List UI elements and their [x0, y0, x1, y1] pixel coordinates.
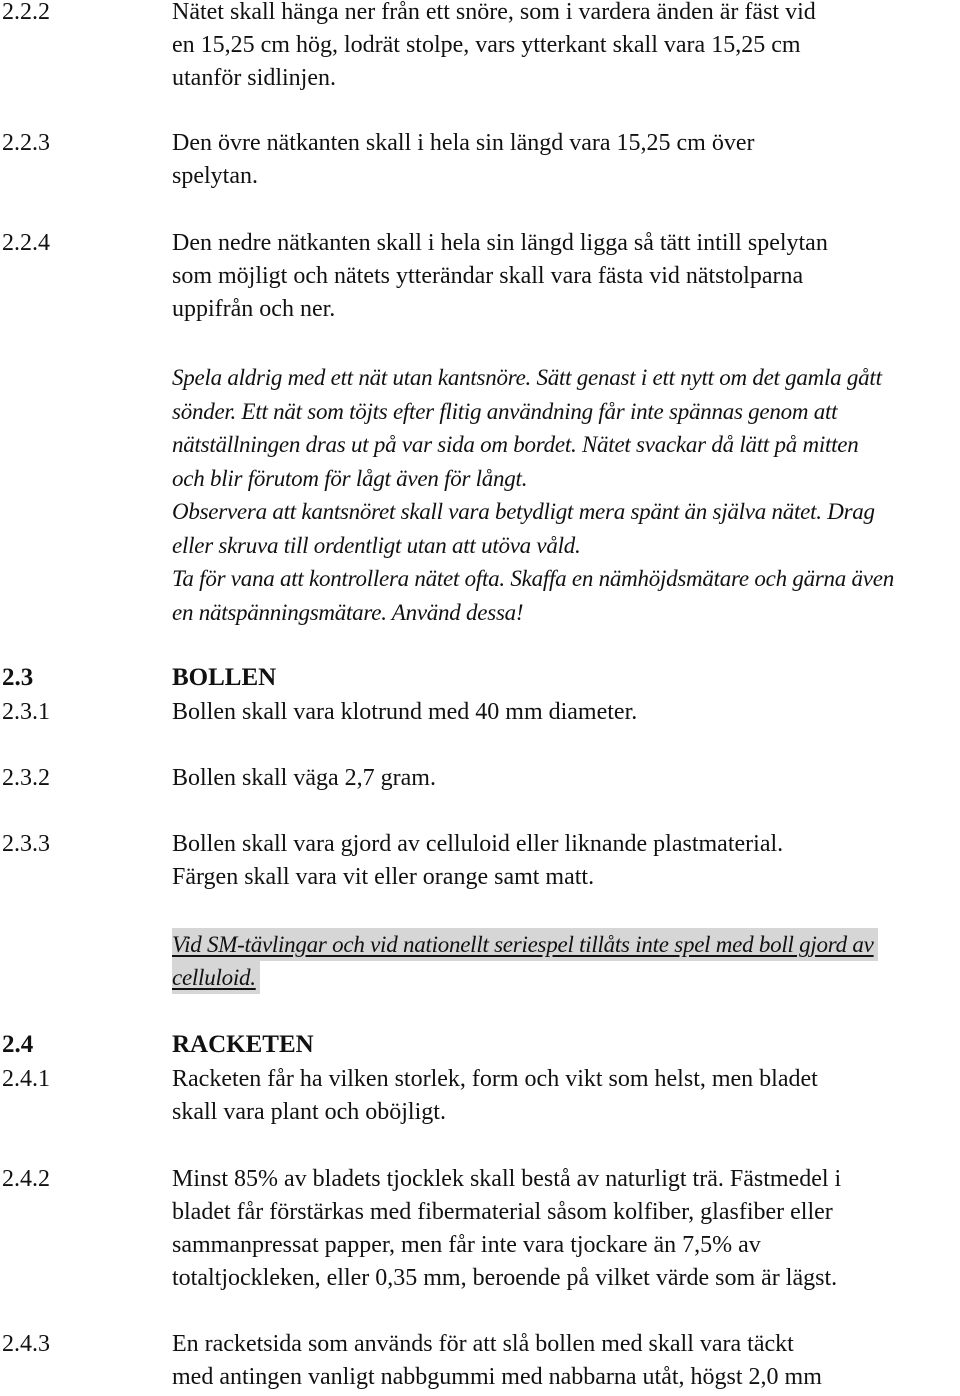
- section-text: [172, 1163, 960, 1295]
- highlighted-line: Vid SM-tävlingar och vid nationellt seriespel tillåts inte spel med boll gjord av: [172, 928, 878, 961]
- text-line: skall vara plant och oböjligt.: [172, 1099, 446, 1125]
- section-number: 2.4.2: [2, 1166, 50, 1192]
- text-line: Bollen skall väga 2,7 gram.: [172, 765, 436, 791]
- text-line: sammanpressat papper, men får inte vara tjockare än 7,5% av: [172, 1232, 761, 1258]
- text-line: Bollen skall vara klotrund med 40 mm diameter.: [172, 699, 638, 725]
- section-text: [172, 227, 960, 326]
- text-line: Bollen skall vara gjord av celluloid eller liknande plastmaterial.: [172, 831, 784, 857]
- highlighted-line: celluloid.: [172, 961, 260, 994]
- section-text: [172, 1328, 960, 1394]
- section-number: 2.2.3: [2, 130, 50, 156]
- text-line: Nätet skall hänga ner från ett snöre, som i vardera änden är fäst vid: [172, 0, 816, 25]
- note-line: Spela aldrig med ett nät utan kantsnöre. Sätt genast i ett nytt om det gamla gått: [172, 365, 882, 390]
- text-line: bladet får förstärkas med fibermaterial såsom kolfiber, glasfiber eller: [172, 1199, 833, 1225]
- note-line: nätställningen dras ut på var sida om bordet. Nätet svackar då lätt på mitten: [172, 432, 859, 457]
- ball-note-highlighted: [172, 928, 878, 994]
- text-line: Minst 85% av bladets tjocklek skall bestå av naturligt trä. Fästmedel i: [172, 1166, 842, 1192]
- text-line: Färgen skall vara vit eller orange samt matt.: [172, 864, 595, 890]
- text-line: uppifrån och ner.: [172, 296, 336, 322]
- section-text: [172, 0, 960, 95]
- section-text: [172, 828, 960, 894]
- note-line: Observera att kantsnöret skall vara betydligt mera spänt än själva nätet. Drag: [172, 499, 875, 524]
- text-line: Den övre nätkanten skall i hela sin längd vara 15,25 cm över: [172, 130, 755, 156]
- text-line: spelytan.: [172, 163, 258, 189]
- text-line: Racketen får ha vilken storlek, form och vikt som helst, men bladet: [172, 1066, 818, 1092]
- section-number: 2.3.1: [2, 699, 50, 725]
- heading-number: 2.3: [2, 664, 34, 691]
- text-line: som möjligt och nätets ytterändar skall vara fästa vid nätstolparna: [172, 263, 804, 289]
- note-line: sönder. Ett nät som töjts efter flitig användning får inte spännas genom att: [172, 398, 838, 424]
- text-line: med antingen vanligt nabbgummi med nabbarna utåt, högst 2,0 mm: [172, 1364, 822, 1390]
- note-line: Ta för vana att kontrollera nätet ofta. Skaffa en nämhöjdsmätare och gärna även: [172, 566, 894, 591]
- section-text: [172, 696, 960, 729]
- note-line: eller skruva till ordentligt utan att utöva våld.: [172, 532, 581, 558]
- heading-title: RACKETEN: [172, 1031, 314, 1058]
- section-text: [172, 127, 960, 193]
- heading-number: 2.4: [2, 1031, 34, 1058]
- section-number: 2.4.3: [2, 1331, 50, 1357]
- note-line: och blir förutom för lågt även för långt.: [172, 465, 528, 491]
- section-number: 2.4.1: [2, 1066, 50, 1092]
- note-line: en nätspänningsmätare. Använd dessa!: [172, 599, 524, 625]
- section-number: 2.2.2: [2, 0, 50, 25]
- section-number: 2.3.2: [2, 765, 50, 791]
- text-line: en 15,25 cm hög, lodrät stolpe, vars ytterkant skall vara 15,25 cm: [172, 32, 801, 58]
- section-text: [172, 1063, 960, 1129]
- section-text: [172, 762, 960, 795]
- net-note: [172, 361, 960, 629]
- text-line: Den nedre nätkanten skall i hela sin längd ligga så tätt intill spelytan: [172, 230, 828, 256]
- section-number: 2.3.3: [2, 831, 50, 857]
- section-number: 2.2.4: [2, 230, 50, 256]
- text-line: En racketsida som används för att slå bollen med skall vara täckt: [172, 1331, 794, 1357]
- text-line: utanför sidlinjen.: [172, 65, 336, 91]
- text-line: totaltjockleken, eller 0,35 mm, beroende på vilket värde som är lägst.: [172, 1265, 838, 1291]
- heading-title: BOLLEN: [172, 664, 277, 691]
